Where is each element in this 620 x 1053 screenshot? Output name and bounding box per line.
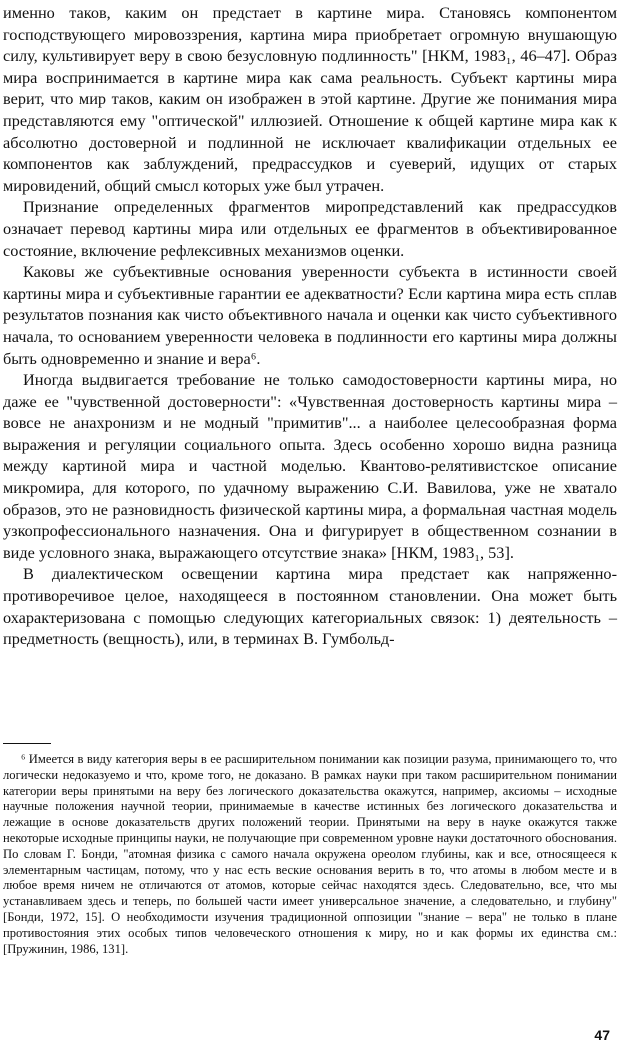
footnote: ⁶ Имеется в виду категория веры в ее расширительном понимании как позиции разума, принимающего то, что логически недоказуемо и что, кроме того, не доказано. В рамках науки при таком расширительном понимании категории веры принятыми на веру без логического доказательства окажутся, например, аксиомы – исходные научные положения научной теории, принимаемые в качестве истинных без логического доказательства и лежащие в основе доказательств других положений теории. Принятыми на веру в науке окажутся также некоторые исходные принципы науки, не получающие при современном уровне науки достаточного обоснования. По словам Г. Бонди, "атомная физика с самого начала окружена ореолом глубины, как и все, относящееся к элементарным частицам, потому, что у нас есть веские основания верить в то, что атомы в любом месте и в любое время ничем не отличаются от атомов, которые сейчас находятся здесь. Следовательно, все, что мы устанавливаем здесь и теперь, по большей части имеет универсальное значение, а следовательно, и глубину" [Бонди, 1972, 15]. О необходимости изучения традиционной оппозиции "знание – вера" не только в плане противостояния этих особых типов человеческого отношения к миру, но и как формы их единства см.: [Пружинин, 1986, 131].: [3, 752, 617, 956]
paragraph-3: Каковы же субъективные основания уверенности субъекта в истинности своей картины мира и субъективные гарантии ее адекватности? Если картина мира есть сплав результатов познания как чисто объективного начала и оценки как чисто субъективного начала, то основанием уверенности человека в подлинности его картины мира должны быть одновременно и знание и вера⁶.: [3, 262, 617, 368]
footnote-separator: [3, 743, 51, 744]
paragraph-5: В диалектическом освещении картина мира предстает как напряженно-противоречивое целое, находящееся в постоянном становлении. Она может быть охарактеризована с помощью следующих категориальных связок: 1) деятельность – предметность (вещность), или, в терминах В. Гумбольд-: [3, 564, 617, 649]
page-number: 47: [594, 1027, 610, 1043]
paragraph-2: Признание определенных фрагментов миропредставлений как предрассудков означает перевод картины мира или отдельных ее фрагментов в объективированное состояние, включение рефлексивных механизмов оценки.: [3, 197, 617, 260]
paragraph-1: именно таков, каким он предстает в картине мира. Становясь компонентом господствующего мировоззрения, картина мира приобретает огромную внушающую силу, культивирует веру в свою безусловную подлинность" [НКМ, 1983₁, 46–47]. Образ мира воспринимается в картине мира как сама реальность. Субъект картины мира верит, что мир таков, каким он изображен в этой картине. Другие же понимания мира представляются ему "оптической" иллюзией. Отношение к общей картине мира как к абсолютно достоверной и подлинной не исключает квалификации отдельных ее компонентов как заблуждений, предрассудков и суеверий, идущих от старых мировидений, общий смысл которых уже был утрачен.: [3, 3, 617, 195]
paragraph-4: Иногда выдвигается требование не только самодостоверности картины мира, но даже ее "чувственной достоверности": «Чувственная достоверность картины мира – вовсе не анахронизм и не модный "примитив"... а наиболее целесообразная форма выражения и регуляции социального опыта. Здесь особенно хорошо видна разница между картиной мира и частной моделью. Квантово-релятивистское описание микромира, для которого, по удачному выражению С.И. Вавилова, уже не хватало образов, это не разновидность физической картины мира, а формальная частная модель узкопрофессионального назначения. Она и фигурирует в общественном сознании в виде условного знака, выражающего отсутствие знака» [НКМ, 1983₁, 53].: [3, 370, 617, 562]
main-text: [3, 2, 617, 650]
